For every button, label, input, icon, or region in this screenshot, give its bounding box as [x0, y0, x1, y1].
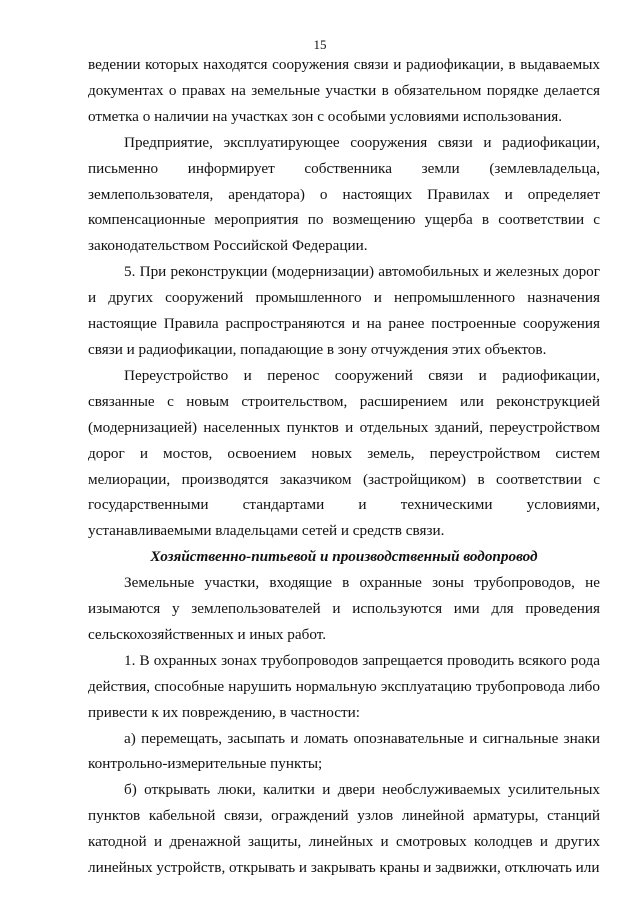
list-item: б) открывать люки, калитки и двери необслуживаемых усилительных пунктов кабельной связи, ограждений узлов линейной арматуры, станций катодной и дренажной защиты, линейных и смотровых колодцев и других линейных устройств, открывать и закрывать краны и задвижки, отключать или	[88, 781, 600, 877]
paragraph: Предприятие, эксплуатирующее сооружения связи и радиофикации, письменно информирует собственника земли (землевладельца, землепользователя, арендатора) о настоящих Правилах и определяет компенсационные мероприятия по возмещению ущерба в соответствии с законодательством Российской Федерации.	[88, 133, 600, 255]
document-body	[88, 52, 600, 881]
paragraph: Земельные участки, входящие в охранные зоны трубопроводов, не изымаются у землепользователей и используются ими для проведения сельскохозяйственных и иных работ.	[88, 574, 600, 643]
paragraph: 1. В охранных зонах трубопроводов запрещается проводить всякого рода действия, способные нарушить нормальную эксплуатацию трубопровода либо привести к их повреждению, в частности:	[88, 651, 600, 721]
paragraph: ведении которых находятся сооружения связи и радиофикации, в выдаваемых документах о правах на земельные участки в обязательном порядке делается отметка о наличии на участках зон с особыми условиями использования.	[88, 56, 600, 125]
page-number: 15	[313, 37, 327, 52]
section-heading: Хозяйственно-питьевой и производственный водопровод	[150, 548, 538, 566]
paragraph: 5. При реконструкции (модернизации) автомобильных и железных дорог и других сооружений промышленного и непромышленного назначения настоящие Правила распространяются и на ранее построенные сооружения связи и радиофикации, попадающие в зону отчуждения этих объектов.	[88, 263, 600, 358]
list-item: а) перемещать, засыпать и ломать опознавательные и сигнальные знаки контрольно-измерительные пункты;	[88, 729, 600, 773]
paragraph: Переустройство и перенос сооружений связи и радиофикации, связанные с новым строительством, расширением или реконструкцией (модернизацией) населенных пунктов и отдельных зданий, переустройством дорог и мостов, освоением новых земель, переустройством систем мелиорации, производятся заказчиком (застройщиком) в соответствии с государственными стандартами и техническими условиями, устанавливаемыми владельцами сетей и средств связи.	[88, 366, 600, 540]
